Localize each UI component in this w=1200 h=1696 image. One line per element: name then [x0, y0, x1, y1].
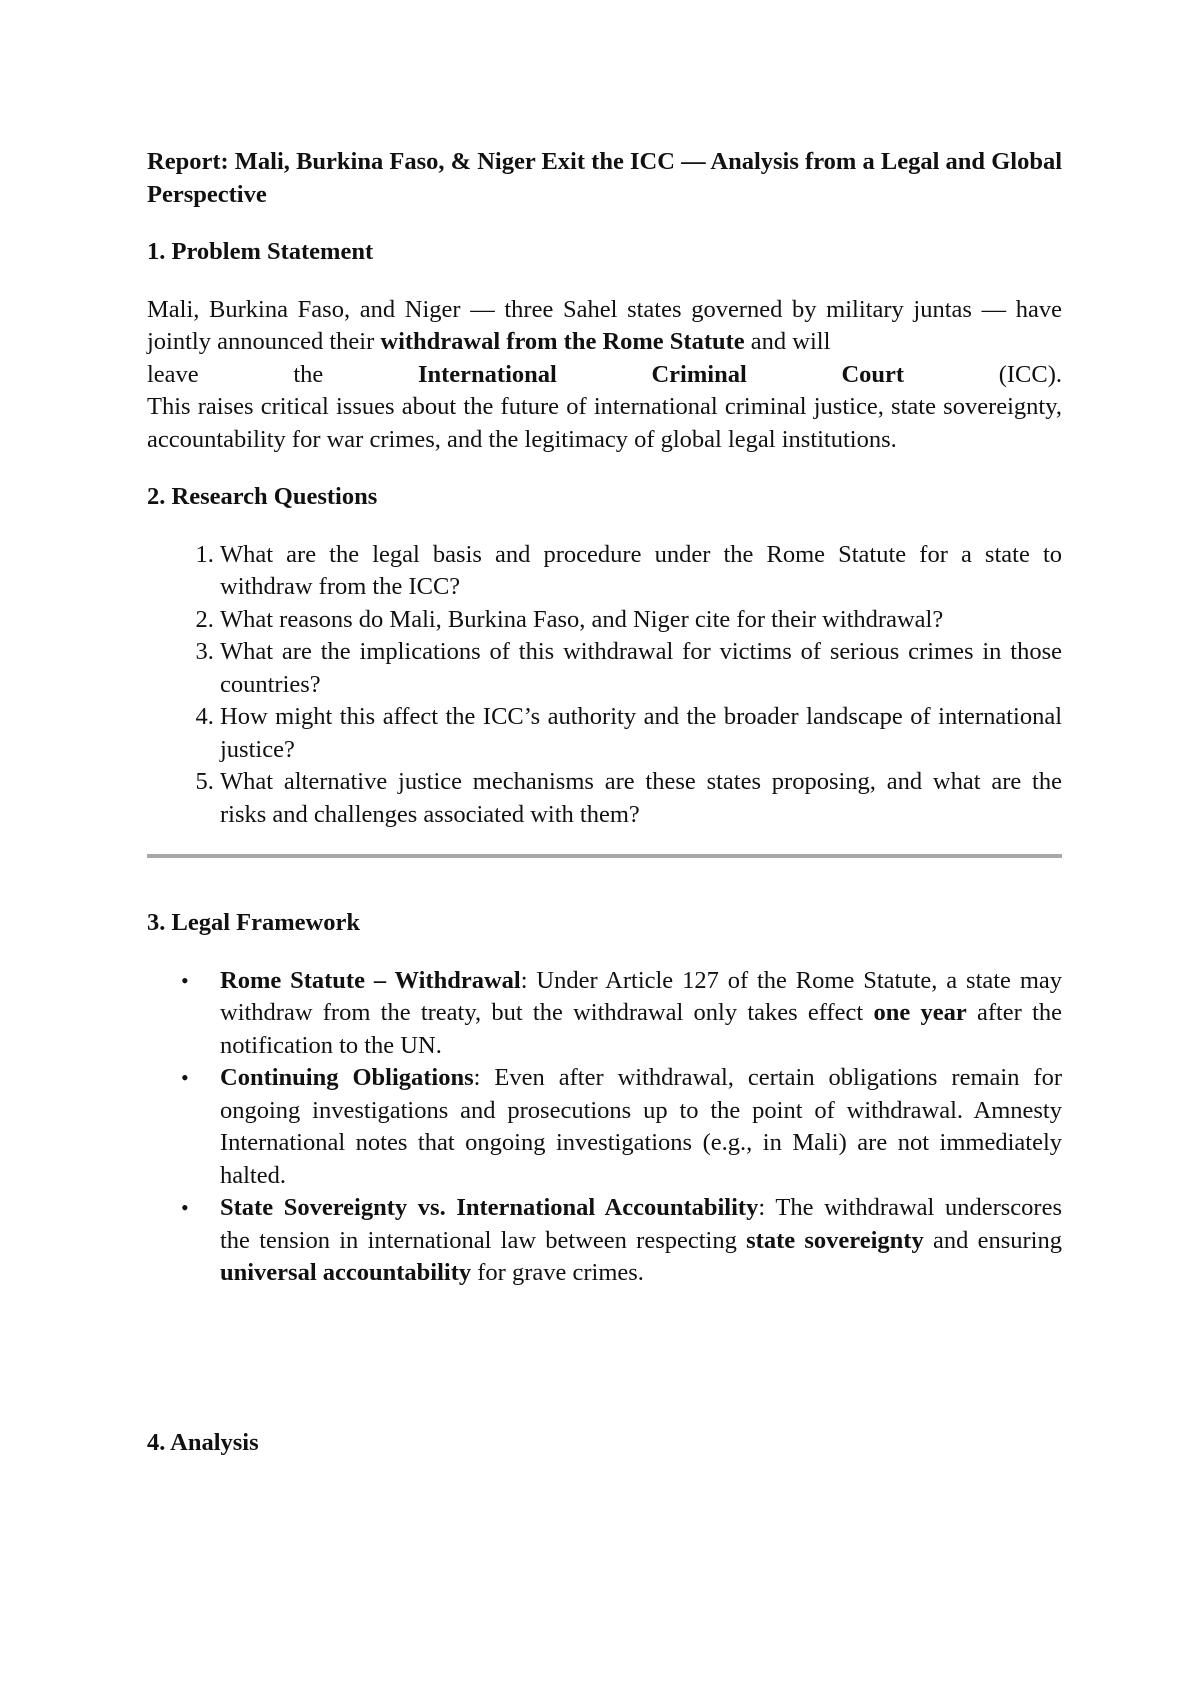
- word-the: the: [293, 360, 324, 388]
- p1-bold-rome-statute: withdrawal from the Rome Statute: [380, 328, 745, 355]
- item-text: after the notification to the UN.: [220, 999, 1063, 1059]
- problem-statement-paragraph: [147, 294, 1062, 457]
- item-bold-universal-accountability: universal accountability: [220, 1259, 472, 1286]
- word-leave: leave: [147, 360, 199, 388]
- section-4-heading: 4. Analysis: [147, 1428, 259, 1456]
- item-text: : The withdrawal underscores the tension in international law between respecting: [220, 1194, 1062, 1254]
- word-international: International: [417, 360, 557, 388]
- bullet-icon: •: [181, 967, 189, 993]
- section-3-heading: 3. Legal Framework: [147, 909, 360, 936]
- list-item: [181, 965, 1063, 1063]
- bullet-icon: •: [181, 1065, 189, 1090]
- research-questions-list: [147, 539, 1062, 832]
- section-1-heading: 1. Problem Statement: [147, 238, 374, 265]
- list-item: [181, 1062, 1062, 1192]
- section-2-heading: 2. Research Questions: [147, 483, 378, 510]
- bullet-icon: •: [181, 1195, 189, 1220]
- item-bold-one-year: one year: [873, 999, 967, 1026]
- list-item: [181, 1192, 1062, 1290]
- item-bold-label: State Sovereignty vs. International Accountability: [220, 1194, 759, 1221]
- problem-statement-p1: [147, 294, 1062, 359]
- legal-framework-list: [147, 965, 1062, 1290]
- problem-statement-p2: This raises critical issues about the future of international criminal justice, state sovereignty, accountability for war crimes, and the legitimacy of global legal institutions.: [147, 393, 1062, 453]
- item-text: and ensuring: [923, 1226, 1062, 1254]
- item-bold-state-sovereignty: state sovereignty: [746, 1226, 924, 1254]
- item-text: : Under Article 127 of the Rome Statute, a state may withdraw from the treaty, but the withdrawal only takes effect: [220, 966, 1062, 1026]
- list-item: 2. What reasons do Mali, Burkina Faso, and Niger cite for their withdrawal?: [220, 604, 1062, 637]
- report-title: Report: Mali, Burkina Faso, & Niger Exit the ICC — Analysis from a Legal and Global Perspective: [147, 148, 1062, 208]
- item-bold-label: Rome Statute – Withdrawal: [220, 966, 521, 994]
- item-bold-label: Continuing Obligations: [220, 1064, 474, 1091]
- p1-text-a: Mali, Burkina Faso, and Niger — three Sahel states governed by military juntas — have jointly announced their: [147, 295, 1062, 355]
- item-text: : Even after withdrawal, certain obligations remain for ongoing investigations and prosecutions up to the point of withdrawal. Amnesty International notes that ongoing investigations (e.g., in Mali) are not immediately halted.: [220, 1064, 1062, 1189]
- word-criminal: Criminal: [651, 360, 747, 388]
- list-item: 1. What are the legal basis and procedure under the Rome Statute for a state to withdraw from the ICC?: [220, 539, 1062, 604]
- list-item: 3. What are the implications of this withdrawal for victims of serious crimes in those countries?: [220, 636, 1062, 701]
- word-icc: (ICC).: [998, 360, 1063, 388]
- list-item: 5. What alternative justice mechanisms are these states proposing, and what are the risks and challenges associated with them?: [220, 766, 1062, 831]
- list-item: 4. How might this affect the ICC’s authority and the broader landscape of international justice?: [220, 701, 1062, 766]
- problem-statement-line3: [147, 359, 1062, 392]
- item-text: for grave crimes.: [471, 1259, 644, 1286]
- word-court: Court: [841, 360, 905, 388]
- p1-text-b: and will: [744, 328, 831, 355]
